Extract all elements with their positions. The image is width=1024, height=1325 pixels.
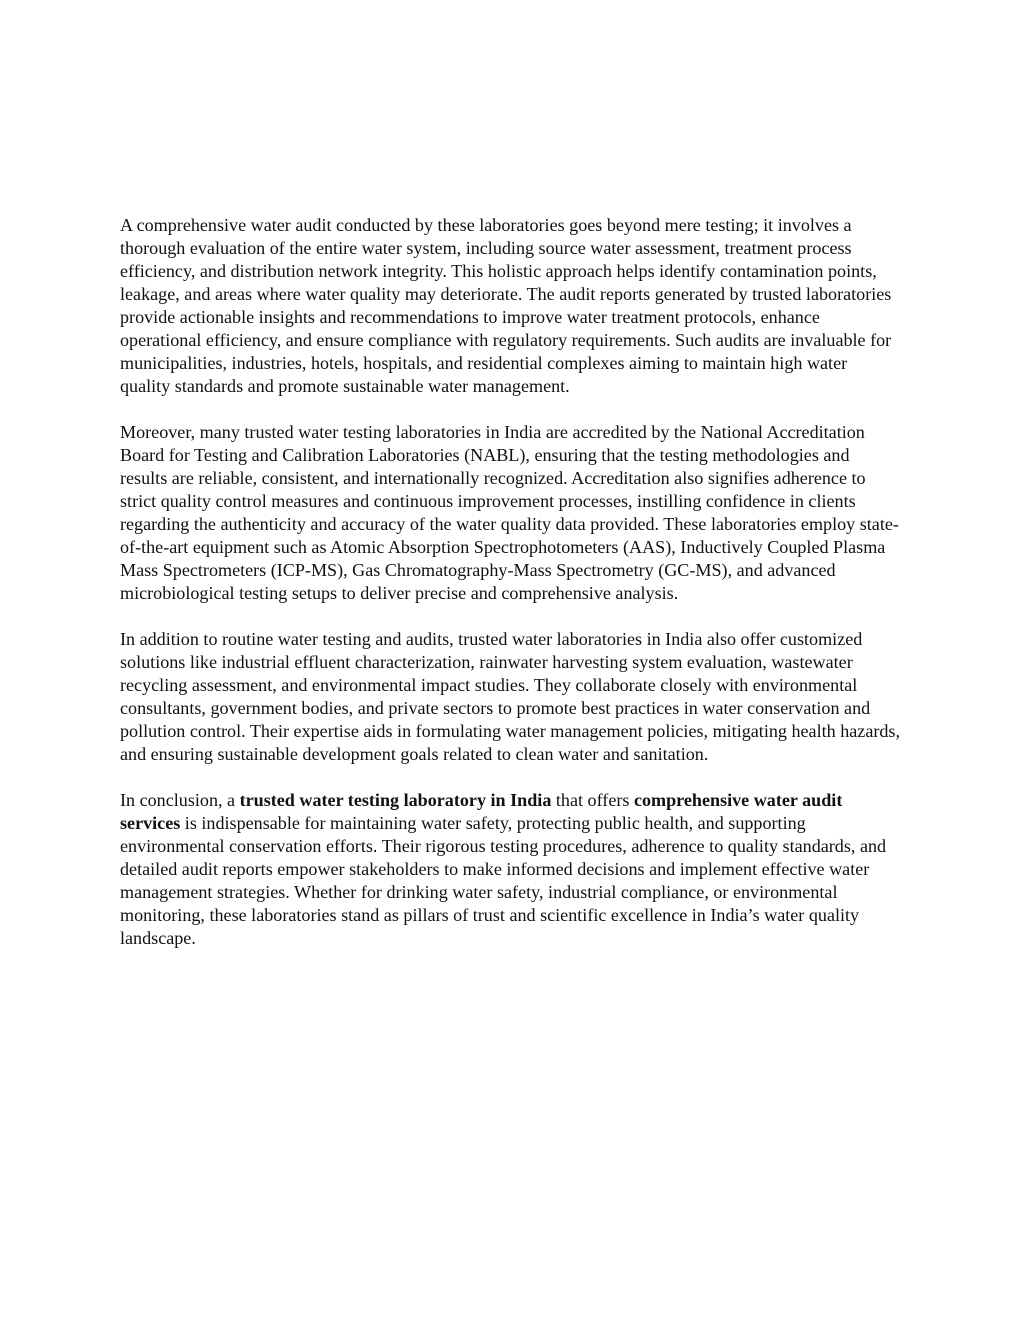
conclusion-keyword-audit-services: comprehensive water audit services (120, 790, 843, 833)
conclusion-keyword-laboratory: trusted water testing laboratory in India (239, 790, 552, 810)
conclusion-text-intro: In conclusion, a (120, 790, 240, 810)
conclusion-text-connector: that offers (551, 790, 634, 810)
document-body (120, 214, 900, 973)
paragraph-water-audit: A comprehensive water audit conducted by these laboratories goes beyond mere testing; it involves a thorough evaluation of the entire water system, including source water assessment, treatment process efficiency, and distribution network integrity. This holistic approach helps identify contamination points, leakage, and areas where water quality may deteriorate. The audit reports generated by trusted laboratories provide actionable insights and recommendations to improve water treatment protocols, enhance operational efficiency, and ensure compliance with regulatory requirements. Such audits are invaluable for municipalities, industries, hotels, hospitals, and residential complexes aiming to maintain high water quality standards and promote sustainable water management. (120, 215, 892, 396)
conclusion-text-body: is indispensable for maintaining water safety, protecting public health, and supporting environmental conservation efforts. Their rigorous testing procedures, adherence to quality standards, and detailed audit reports empower stakeholders to make informed decisions and implement effective water management strategies. Whether for drinking water safety, industrial compliance, or environmental monitoring, these laboratories stand as pillars of trust and scientific excellence in India’s water quality landscape. (120, 813, 887, 948)
paragraph-accreditation: Moreover, many trusted water testing laboratories in India are accredited by the National Accreditation Board for Testing and Calibration Laboratories (NABL), ensuring that the testing methodologies and results are reliable, consistent, and internationally recognized. Accreditation also signifies adherence to strict quality control measures and continuous improvement processes, instilling confidence in clients regarding the authenticity and accuracy of the water quality data provided. These laboratories employ state-of-the-art equipment such as Atomic Absorption Spectrophotometers (AAS), Inductively Coupled Plasma Mass Spectrometers (ICP-MS), Gas Chromatography-Mass Spectrometry (GC-MS), and advanced microbiological testing setups to deliver precise and comprehensive analysis. (120, 422, 899, 603)
paragraph-additional-services: In addition to routine water testing and audits, trusted water laboratories in India also offer customized solutions like industrial effluent characterization, rainwater harvesting system evaluation, wastewater recycling assessment, and environmental impact studies. They collaborate closely with environmental consultants, government bodies, and private sectors to promote best practices in water conservation and pollution control. Their expertise aids in formulating water management policies, mitigating health hazards, and ensuring sustainable development goals related to clean water and sanitation. (120, 629, 900, 764)
paragraph-conclusion (120, 789, 900, 950)
